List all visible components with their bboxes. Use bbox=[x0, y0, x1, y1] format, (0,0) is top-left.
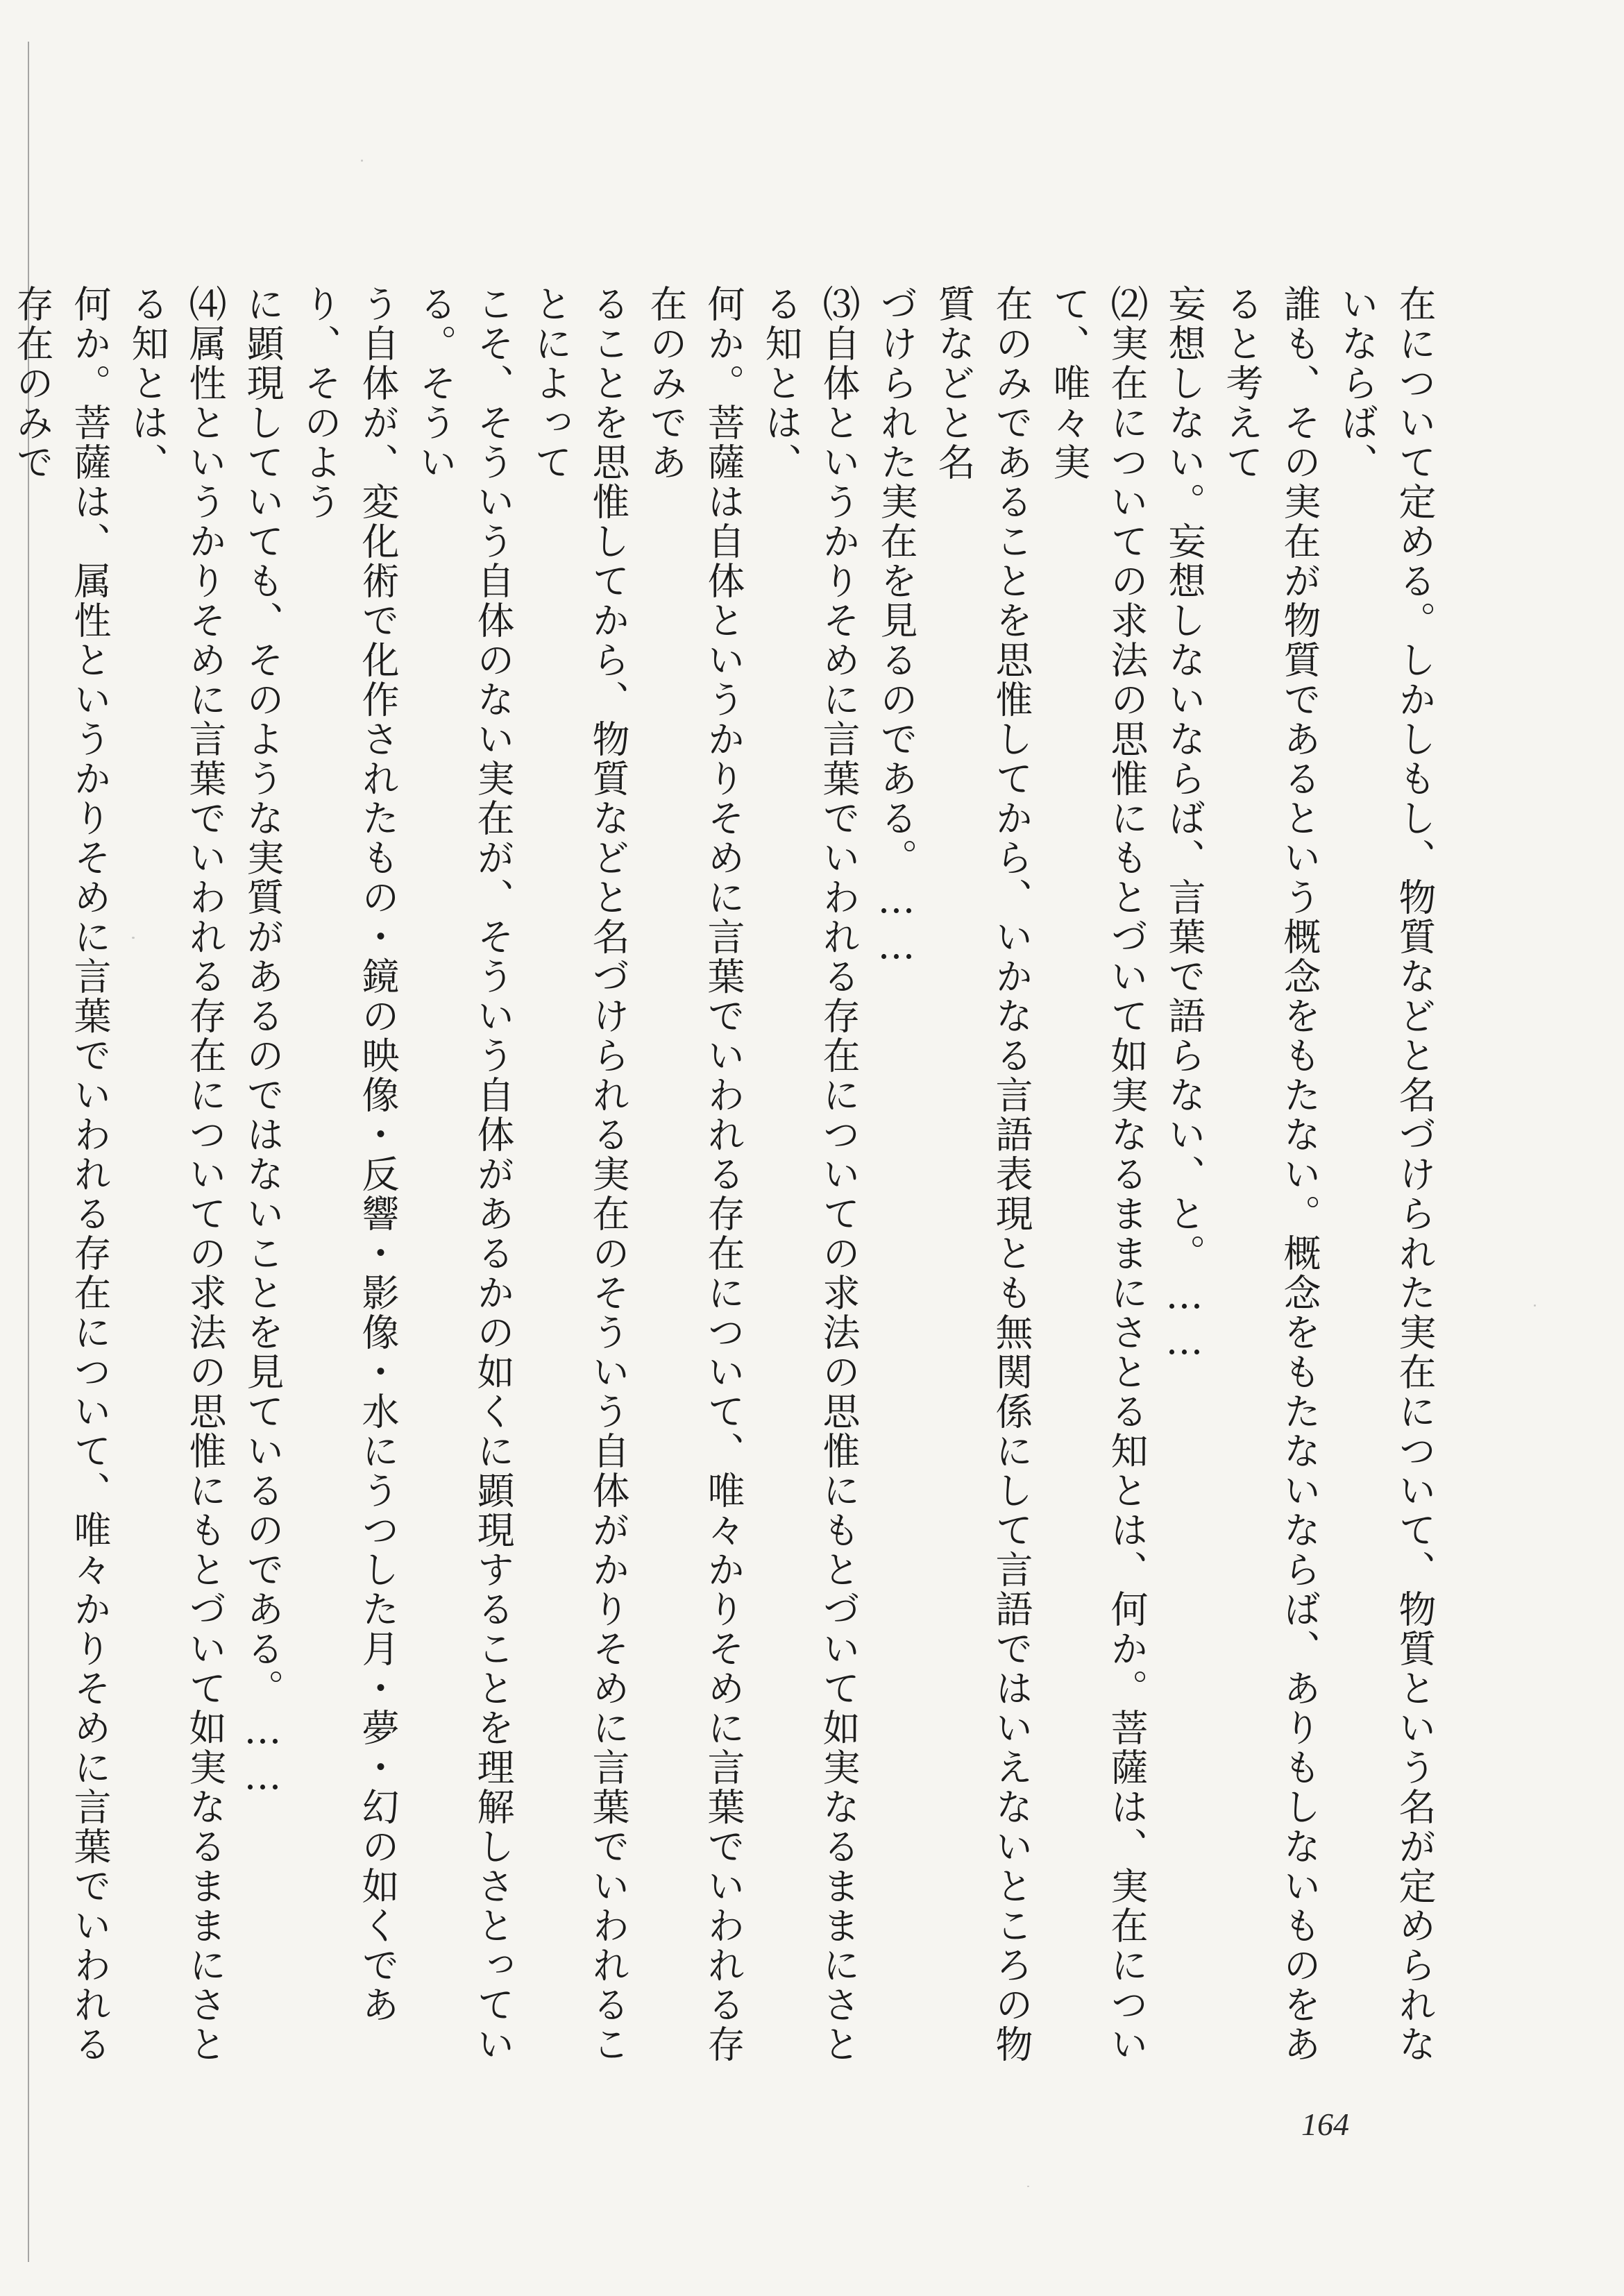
text-line: ⑵実在についての求法の思惟にもとづいて如実なるままにさとる知とは、何か。菩薩は、実在について、唯々実 bbox=[1047, 284, 1149, 2064]
text-line: 何か。菩薩は、属性というかりそめに言葉でいわれる存在について、唯々かりそめに言葉でいわれる存在のみで bbox=[10, 284, 112, 2064]
paper-speck bbox=[361, 160, 363, 162]
text-line: 在のみであることを思惟してから、いかなる言語表現とも無関係にして言語ではいえないところの物質などと名 bbox=[932, 284, 1033, 2064]
text-line: づけられた実在を見るのである。…… bbox=[874, 284, 918, 969]
text-line: 誰も、その実在が物質であるという概念をもたない。概念をもたないならば、ありもしないものをあると考えて bbox=[1220, 284, 1321, 2064]
text-line: う自体が、変化術で化作されたもの・鏡の映像・反響・影像・水にうつした月・夢・幻の如くであり、そのよう bbox=[298, 284, 400, 2025]
paper-speck bbox=[132, 937, 135, 939]
text-line: こそ、そういう自体のない実在が、そういう自体があるかの如くに顕現することを理解しさとっている。そうい bbox=[414, 284, 515, 2064]
text-line: 何か。菩薩は自体というかりそめに言葉でいわれる存在について、唯々かりそめに言葉でいわれる存在のみであ bbox=[644, 284, 745, 2064]
vertical-text-body bbox=[10, 284, 1444, 2075]
text-line: ⑷属性というかりそめに言葉でいわれる存在についての求法の思惟にもとづいて如実なるままにさとる知とは、 bbox=[126, 284, 227, 2064]
paper-speck bbox=[1027, 2186, 1029, 2187]
text-line: に顕現していても、そのような実質があるのではないことを見ているのである。…… bbox=[241, 284, 285, 1800]
text-line bbox=[0, 284, 3, 2075]
text-line: 在について定める。しかしもし、物質などと名づけられた実在について、物質という名が定められないならば、 bbox=[1335, 284, 1437, 2064]
text-line: ⑶自体というかりそめに言葉でいわれる存在についての求法の思惟にもとづいて如実なるままにさとる知とは、 bbox=[759, 284, 861, 2064]
paper-speck bbox=[1534, 1304, 1536, 1307]
text-line: 妄想しない。妄想しないならば、言葉で語らない、と。…… bbox=[1162, 284, 1206, 1365]
page-number: 164 bbox=[1301, 2107, 1349, 2142]
text-line: ることを思惟してから、物質などと名づけられる実在のそういう自体がかりそめに言葉でいわれることによって bbox=[529, 284, 630, 2064]
